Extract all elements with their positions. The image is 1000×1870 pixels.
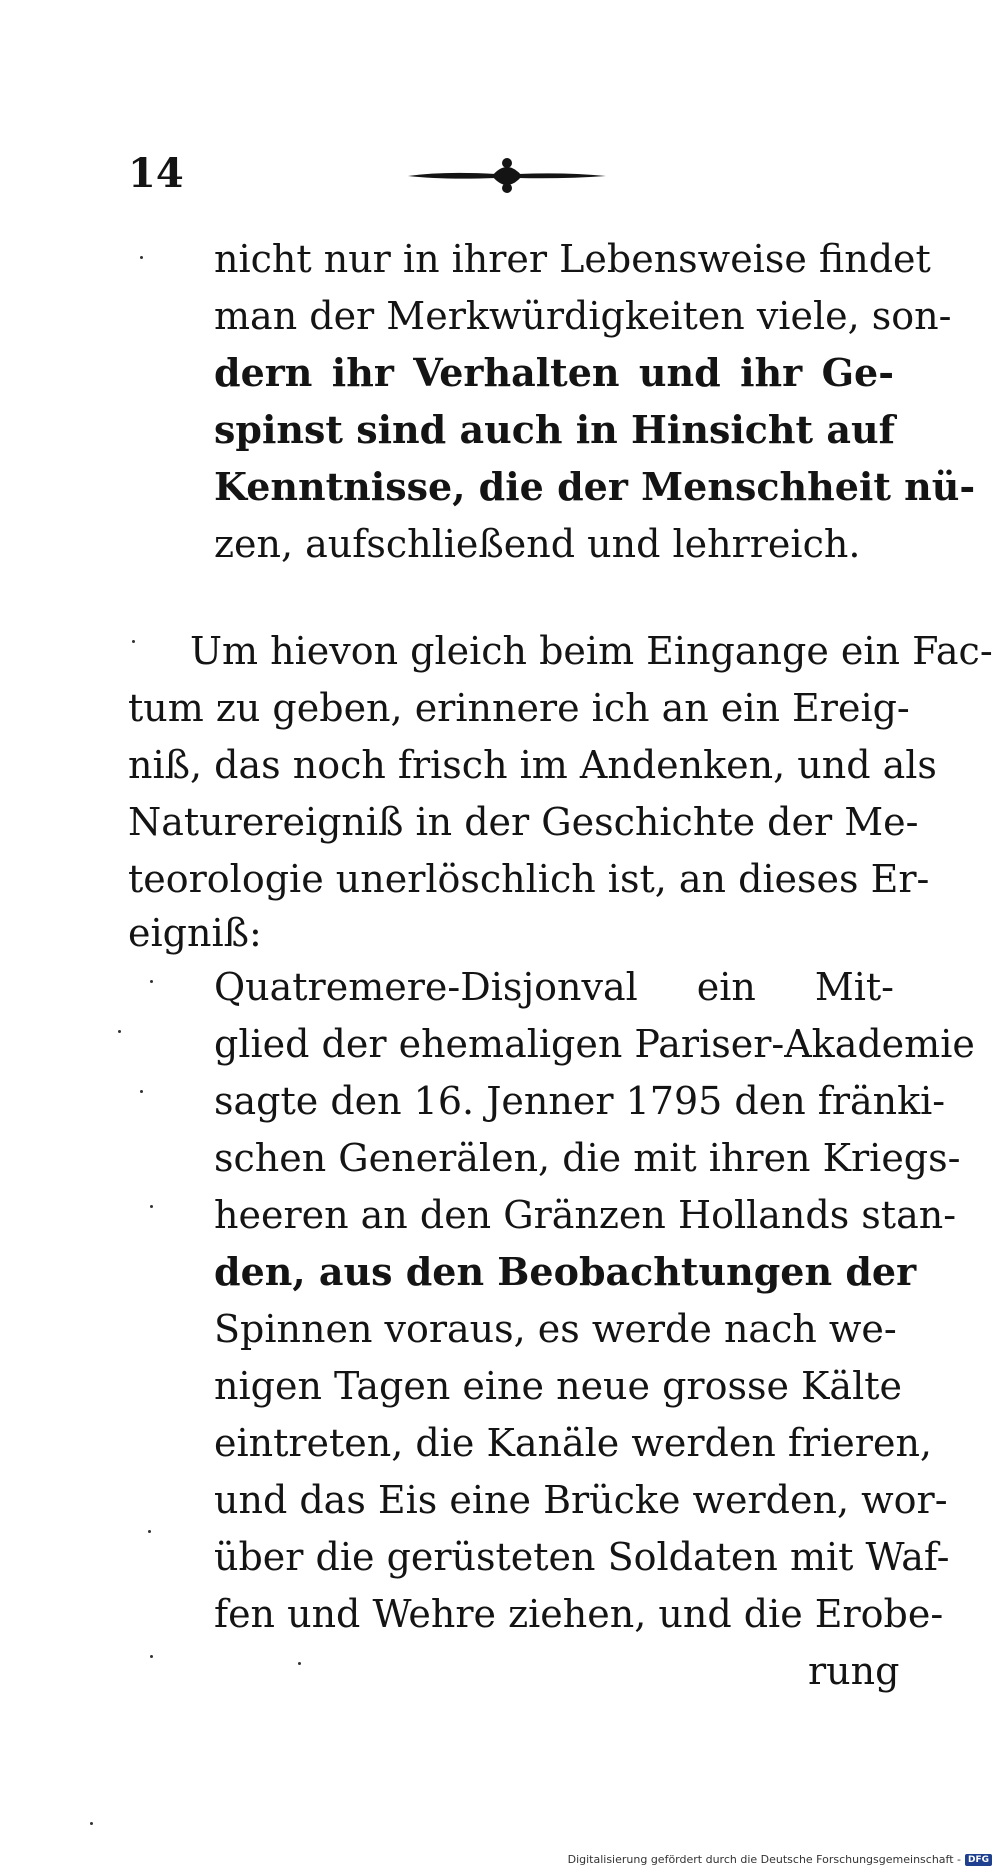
text-line-20: nigen Tagen eine neue grosse Kälte — [214, 1364, 902, 1408]
scan-speck — [140, 1090, 143, 1093]
text-line-3: dern ihr Verhalten und ihr Ge- — [214, 350, 894, 395]
text-line-2: man der Merkwürdigkeiten viele, son- — [214, 294, 952, 338]
text-line-4: spinst sind auch in Hinsicht auf — [214, 407, 895, 452]
scan-speck — [118, 1030, 121, 1033]
text-line-19: Spinnen voraus, es werde nach we- — [214, 1307, 897, 1351]
scan-speck — [150, 1655, 153, 1658]
scan-speck — [140, 256, 143, 259]
scan-speck — [150, 1205, 153, 1208]
text-line-23: über die gerüsteten Soldaten mit Waf- — [214, 1535, 950, 1579]
text-line-18: den, aus den Beobachtungen der — [214, 1249, 917, 1294]
footer-text: Digitalisierung gefördert durch die Deutsche Forschungsgemeinschaft - — [567, 1853, 961, 1866]
ornament-divider — [404, 154, 610, 198]
text-line-1: nicht nur in ihrer Lebensweise findet — [214, 237, 931, 281]
text-line-8: tum zu geben, erinnere ich an ein Ereig- — [128, 686, 910, 730]
text-line-24: fen und Wehre ziehen, und die Erobe- — [214, 1592, 944, 1636]
text-line-7: Um hievon gleich beim Eingange ein Fac- — [190, 629, 993, 673]
scan-speck — [132, 640, 135, 643]
text-line-5: Kenntnisse, die der Menschheit nü- — [214, 464, 976, 509]
scan-speck — [90, 1822, 93, 1825]
page-number: 14 — [128, 150, 184, 197]
text-line-25: rung — [808, 1649, 900, 1693]
text-line-15: sagte den 16. Jenner 1795 den fränki- — [214, 1079, 946, 1123]
dfg-logo: DFG — [965, 1854, 992, 1866]
text-line-11: teorologie unerlöschlich ist, an dieses Er- — [128, 857, 930, 901]
text-line-14: glied der ehemaligen Pariser-Akademie — [214, 1022, 975, 1066]
text-line-6: zen, aufschließend und lehrreich. — [214, 522, 861, 566]
text-line-21: eintreten, die Kanäle werden frieren, — [214, 1421, 932, 1465]
scan-speck — [298, 1662, 301, 1665]
text-line-10: Naturereigniß in der Geschichte der Me- — [128, 800, 919, 844]
text-line-12: eigniß: — [128, 911, 262, 955]
text-line-16: schen Generälen, die mit ihren Kriegs- — [214, 1136, 961, 1180]
scan-speck — [148, 1530, 151, 1533]
text-line-13: Quatremere-Disjonval ein Mit- — [214, 965, 894, 1009]
text-line-17: heeren an den Gränzen Hollands stan- — [214, 1193, 957, 1237]
text-line-22: und das Eis eine Brücke werden, wor- — [214, 1478, 948, 1522]
text-line-9: niß, das noch frisch im Andenken, und als — [128, 743, 937, 787]
digitization-footer — [568, 1853, 992, 1866]
scan-speck — [150, 980, 153, 983]
